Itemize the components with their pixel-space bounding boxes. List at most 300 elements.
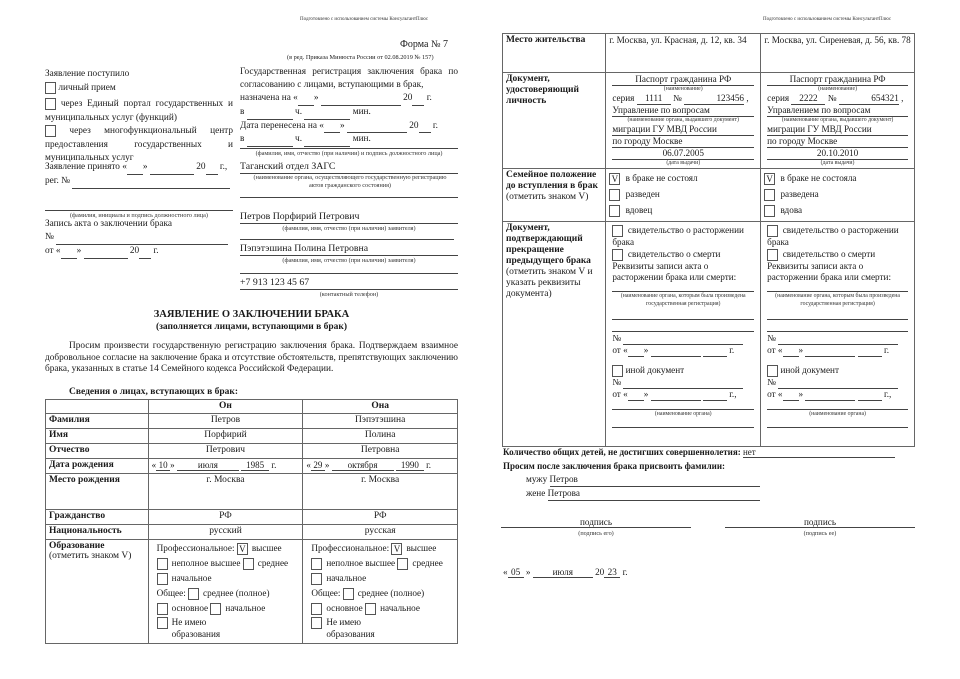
- patronymic-she[interactable]: Петровна: [303, 444, 458, 459]
- doc-name-he[interactable]: Паспорт гражданина РФ: [612, 74, 754, 86]
- signature-his-field[interactable]: подпись: [501, 517, 691, 528]
- in-label: в: [240, 106, 245, 117]
- act-record-block: [45, 218, 233, 259]
- caption: (наименование): [663, 86, 703, 92]
- org-line-2[interactable]: [612, 308, 754, 320]
- day-field[interactable]: [628, 389, 644, 401]
- prev-doc-note: (отметить знаком V и указать реквизиты документа): [506, 267, 593, 299]
- col-header-she: Она: [303, 400, 458, 414]
- name-he[interactable]: Порфирий: [148, 429, 303, 444]
- quote: »: [142, 162, 148, 172]
- header-empty: [46, 400, 149, 414]
- year-prefix: 20: [129, 246, 140, 256]
- header-note: Подготовлено с использованием системы КонсультантПлюс: [763, 17, 892, 22]
- applicant1-caption: (фамилия, имя, отчество (при наличии) заявителя): [282, 225, 416, 232]
- registration-schedule: [240, 92, 458, 147]
- applicant2-caption: (фамилия, имя, отчество (при наличии) заявителя): [282, 257, 416, 264]
- patronymic-he[interactable]: Петрович: [148, 444, 303, 459]
- year-suffix: г.: [426, 93, 432, 103]
- no-label: №: [612, 333, 622, 343]
- residence-he[interactable]: г. Москва, ул. Красная, д. 12, кв. 34: [606, 34, 761, 73]
- from-label: от «: [767, 345, 783, 355]
- option-label: среднее (полное): [203, 588, 270, 598]
- option-label: начальное: [380, 603, 420, 613]
- prev-doc-she: [761, 222, 915, 447]
- series-label: серия: [612, 93, 635, 103]
- signature-his-caption: (подпись его): [578, 530, 614, 537]
- citizenship-he[interactable]: РФ: [148, 510, 303, 525]
- birth-month-she[interactable]: октября: [332, 460, 394, 471]
- requisites-label: Реквизиты записи акта о расторжении брака или смерти:: [612, 261, 737, 282]
- body-text: Просим произвести государственную регистрацию заключения брака. Подтверждаем взаимное добровольное согласие на заключение брака и отсутствие обстоятельств, препятствующих заключению брака, указанных в статье 14 Семейного кодекса Российской Федерации.: [45, 341, 458, 374]
- option-label: неполное высшее: [326, 558, 396, 568]
- from-label: от «: [45, 246, 61, 256]
- table-row: [503, 222, 915, 447]
- checkbox[interactable]: [157, 558, 168, 570]
- no-label: №: [767, 377, 776, 387]
- no-label: №: [767, 333, 776, 343]
- year-field[interactable]: [858, 345, 882, 357]
- birthdate-she[interactable]: [303, 459, 458, 474]
- issuer-he-2[interactable]: миграции ГУ МВД России: [612, 124, 754, 136]
- header-note: Подготовлено с использованием системы КонсультантПлюс: [300, 17, 429, 22]
- caption: (наименование органа, выдавшего документ): [627, 117, 739, 123]
- checkbox[interactable]: [157, 617, 168, 629]
- org-line-2[interactable]: [612, 418, 754, 428]
- date-day-field[interactable]: 05: [508, 567, 524, 578]
- persons-table: [45, 399, 458, 644]
- checkbox[interactable]: [157, 603, 168, 615]
- birth-month-he[interactable]: июля: [177, 460, 239, 471]
- professional-label: Профессиональное:: [311, 543, 390, 553]
- name-she[interactable]: Полина: [303, 429, 458, 444]
- year-suffix: г.,: [884, 389, 892, 399]
- table-row: [46, 510, 458, 525]
- option-label: разведен: [625, 189, 660, 199]
- table-row: [46, 525, 458, 540]
- requisites-label: Реквизиты записи акта о расторжении брака или смерти:: [767, 261, 892, 282]
- year-prefix: 20: [409, 120, 419, 131]
- issuer-she-3[interactable]: по городу Москве: [767, 136, 908, 148]
- authority-caption: (наименование органа, осуществляющего государственную регистрацию актов гражданского состояния): [253, 174, 447, 189]
- checkbox[interactable]: [45, 98, 56, 110]
- row-label: Фамилия: [46, 414, 149, 429]
- checkbox[interactable]: [767, 365, 778, 377]
- accepted-year-field[interactable]: [206, 161, 218, 175]
- birth-day-he[interactable]: 10: [156, 460, 170, 471]
- professional-label: Профессиональное:: [156, 543, 235, 553]
- quote: «: [306, 460, 311, 470]
- sched-month-field[interactable]: [321, 92, 401, 106]
- authority-field[interactable]: Таганский отдел ЗАГС: [240, 161, 458, 174]
- birthplace-she[interactable]: г. Москва: [303, 474, 458, 510]
- quote: »: [798, 345, 804, 355]
- checkbox-higher-checked[interactable]: V: [391, 543, 402, 555]
- month-field[interactable]: [651, 389, 701, 401]
- received-option-personal[interactable]: личный прием: [45, 82, 233, 96]
- record-number-field[interactable]: [778, 333, 898, 345]
- table-row: [46, 444, 458, 459]
- checkbox[interactable]: [767, 225, 778, 237]
- option-label: вдовец: [625, 205, 653, 215]
- org-line-2[interactable]: [767, 308, 908, 320]
- checkbox[interactable]: [767, 249, 778, 261]
- option-label: образования: [171, 629, 221, 639]
- children-row: [503, 447, 895, 458]
- date-month-field[interactable]: июля: [533, 567, 593, 578]
- option-label: среднее (полное): [357, 588, 425, 598]
- received-option-portal[interactable]: через Единый портал государственных и муниципальных услуг (функций): [45, 99, 233, 123]
- phone-field[interactable]: +7 913 123 45 67: [240, 277, 458, 290]
- received-option-mfc[interactable]: через многофункциональный центр предоставления государственных и муниципальных услуг: [45, 126, 233, 164]
- quote: »: [525, 567, 531, 577]
- document-title: ЗАЯВЛЕНИЕ О ЗАКЛЮЧЕНИИ БРАКА: [153, 309, 350, 320]
- issue-date-he[interactable]: 06.07.2005: [612, 148, 754, 160]
- education-she: [303, 540, 458, 644]
- issuer-he-3[interactable]: по городу Москве: [612, 136, 754, 148]
- option-label: начальное: [326, 573, 367, 583]
- quote: »: [313, 93, 319, 103]
- issue-date-she[interactable]: 20.10.2010: [767, 148, 908, 160]
- wife-label: жене: [526, 488, 546, 498]
- table-row: [46, 414, 458, 429]
- quote: »: [643, 345, 649, 355]
- org-line-3[interactable]: [612, 320, 754, 332]
- col-header-he: Он: [148, 400, 303, 414]
- wife-surname-field[interactable]: Петрова: [548, 487, 760, 501]
- checkbox[interactable]: [243, 558, 254, 570]
- month-field[interactable]: [805, 345, 855, 357]
- caption: (наименование): [818, 86, 858, 92]
- series-he[interactable]: 1111: [637, 93, 671, 105]
- education-note: (отметить знаком V): [49, 551, 132, 561]
- prev-doc-label-cell: [503, 222, 606, 447]
- option-label: свидетельство о смерти: [627, 249, 721, 260]
- applicant2-line-2[interactable]: [240, 266, 458, 274]
- row-label: Имя: [46, 429, 149, 444]
- option-label: Не имею: [326, 617, 361, 628]
- authority-line-2[interactable]: [240, 190, 458, 198]
- surname-request: Просим после заключения брака присвоить фамилии:: [503, 461, 726, 471]
- caption: (наименование органа): [654, 411, 712, 417]
- registration-text: Государственная регистрация заключения брака по согласованию с лицами, вступающими в брак,: [240, 67, 458, 90]
- from-label: от «: [612, 345, 628, 355]
- education-he: [148, 540, 303, 644]
- received-block: [45, 68, 233, 166]
- caption: (дата выдачи): [666, 160, 701, 166]
- caption: (наименование органа): [809, 411, 866, 417]
- checkbox[interactable]: [157, 573, 168, 585]
- checkbox[interactable]: [397, 558, 408, 570]
- birth-year-she[interactable]: 1990: [396, 460, 424, 471]
- quote: »: [324, 460, 330, 470]
- reg-label: рег. №: [45, 176, 71, 186]
- year-suffix: г.: [622, 567, 628, 577]
- form-number: Форма № 7: [400, 39, 448, 50]
- org-line[interactable]: [612, 283, 754, 292]
- applicant1-field[interactable]: Петров Порфирий Петрович: [240, 211, 458, 224]
- option-label: начальное: [225, 603, 266, 613]
- husband-label: мужу: [526, 474, 548, 484]
- year-field[interactable]: [703, 345, 727, 357]
- id-doc-he: Паспорт гражданина РФ (наименование) серия 1111 № 123456 , Управление по вопросам (наименование органа, выдавшего документ) миграции ГУ МВД России по городу Москве 06.07.2005 (дата выдачи): [606, 73, 761, 169]
- checkbox[interactable]: [311, 603, 322, 615]
- act-number-field[interactable]: [56, 231, 228, 245]
- org-line[interactable]: [612, 401, 754, 410]
- signature-her-field[interactable]: подпись: [725, 517, 915, 528]
- org-line[interactable]: [767, 283, 908, 292]
- moved-month-field[interactable]: [347, 120, 407, 134]
- checkbox[interactable]: [609, 205, 620, 217]
- table-row: [503, 169, 915, 222]
- sched-hours-field[interactable]: [247, 106, 293, 120]
- birthdate-he[interactable]: [148, 459, 303, 474]
- signature-her-caption: (подпись ее): [803, 530, 837, 537]
- row-label: Национальность: [46, 525, 149, 540]
- moved-minutes-field[interactable]: [304, 133, 350, 147]
- table-row: [46, 459, 458, 474]
- option-label: Не имею: [171, 617, 207, 628]
- moved-day-field[interactable]: [324, 120, 340, 134]
- option-label: образования: [326, 629, 375, 639]
- birth-year-he[interactable]: 1985: [241, 460, 269, 471]
- year-field[interactable]: [858, 389, 882, 401]
- persons-table-continued: [502, 33, 915, 447]
- checkbox[interactable]: [311, 558, 322, 570]
- checkbox[interactable]: [210, 603, 221, 615]
- option-label: начальное: [171, 573, 212, 583]
- checkbox[interactable]: [45, 82, 56, 94]
- option-label: среднее: [257, 558, 289, 568]
- option-label: разведена: [780, 189, 819, 199]
- no-label: №: [672, 93, 682, 103]
- year-prefix: 20: [196, 162, 206, 172]
- checkbox[interactable]: [311, 617, 322, 629]
- quote: »: [643, 389, 649, 399]
- record-number-field[interactable]: [623, 333, 743, 345]
- option-label: в браке не состоял: [625, 173, 698, 183]
- year-suffix: г.,: [219, 162, 228, 172]
- general-label: Общее:: [311, 588, 341, 598]
- row-label: Семейное положение до вступления в брак: [506, 170, 598, 191]
- section-title: Сведения о лицах, вступающих в брак:: [69, 387, 239, 397]
- day-field[interactable]: [783, 389, 799, 401]
- checkbox[interactable]: [612, 225, 623, 237]
- in-label: в: [240, 134, 245, 145]
- issuer-she-2[interactable]: миграции ГУ МВД России: [767, 124, 908, 136]
- day-field[interactable]: [783, 345, 799, 357]
- row-label: Гражданство: [46, 510, 149, 525]
- sched-minutes-field[interactable]: [304, 106, 350, 120]
- option-label: свидетельство о расторжении брака: [612, 225, 744, 247]
- issuer-she-1[interactable]: Управлением по вопросам: [767, 105, 908, 117]
- citizenship-she[interactable]: РФ: [303, 510, 458, 525]
- application-date: [503, 567, 628, 578]
- option-label: вдова: [780, 205, 803, 215]
- moved-hours-field[interactable]: [247, 133, 293, 147]
- row-label: Образование: [49, 541, 105, 551]
- checkbox[interactable]: [45, 125, 56, 137]
- act-day-field[interactable]: [61, 245, 77, 259]
- no-label: №: [612, 377, 622, 387]
- number-he[interactable]: 123456: [684, 93, 744, 105]
- month-field[interactable]: [651, 345, 701, 357]
- date-year-field[interactable]: 23: [604, 567, 620, 578]
- year-prefix: 20: [403, 93, 413, 103]
- received-title: Заявление поступило: [45, 69, 130, 79]
- checkbox[interactable]: [188, 588, 199, 600]
- checkbox[interactable]: [764, 189, 775, 201]
- year-suffix: г.: [271, 460, 277, 470]
- table-row: [46, 540, 458, 644]
- accepted-month-field[interactable]: [150, 161, 194, 175]
- quote: »: [170, 460, 175, 470]
- scheduled-label: назначена на «: [240, 93, 298, 103]
- official-caption: (фамилия, имя, отчество (при наличии) и подпись должностного лица): [255, 150, 443, 157]
- option-label: основное: [171, 603, 209, 613]
- document-subtitle: (заполняется лицами, вступающими в брак): [155, 322, 348, 332]
- birthplace-he[interactable]: г. Москва: [148, 474, 303, 510]
- checkbox[interactable]: [764, 205, 775, 217]
- reg-number-field[interactable]: [72, 175, 230, 189]
- year-suffix: г.,: [729, 389, 737, 399]
- checkbox[interactable]: [612, 365, 623, 377]
- children-label: Количество общих детей, не достигших совершеннолетия:: [503, 447, 741, 457]
- row-label: Документ, подтверждающий прекращение предыдущего брака: [506, 223, 591, 266]
- option-label: иной документ: [780, 365, 839, 376]
- quote: »: [798, 389, 804, 399]
- checkbox-checked[interactable]: V: [764, 173, 775, 185]
- checkbox-checked[interactable]: V: [609, 173, 620, 185]
- series-she[interactable]: 2222: [791, 93, 825, 105]
- minutes-label: мин.: [352, 134, 371, 145]
- husband-surname-field[interactable]: Петров: [550, 473, 760, 487]
- year-prefix: 20: [595, 567, 605, 577]
- phone-caption: (контактный телефон): [319, 291, 379, 298]
- quote: «: [503, 567, 508, 577]
- year-suffix: г.: [432, 120, 438, 131]
- year-suffix: г.: [729, 345, 735, 355]
- surname-he[interactable]: Петров: [148, 414, 303, 429]
- official-caption: (фамилия, инициалы и подпись должностного лица): [70, 212, 208, 219]
- surname-fields: [526, 473, 760, 501]
- official-line[interactable]: [240, 148, 458, 149]
- issuer-he-1[interactable]: Управление по вопросам: [612, 105, 754, 117]
- hours-label: ч.: [295, 134, 303, 145]
- birth-day-she[interactable]: 29: [311, 460, 325, 471]
- option-label: среднее: [412, 558, 443, 568]
- no-label: №: [827, 93, 837, 103]
- form-edition: (в ред. Приказа Минюста России от 02.08.2019 № 157): [287, 54, 434, 61]
- number-she[interactable]: 654321: [839, 93, 899, 105]
- quote: «: [151, 460, 157, 470]
- sched-year-field[interactable]: [412, 92, 424, 106]
- family-label-cell: [503, 169, 606, 222]
- row-label: Дата рождения: [46, 459, 149, 474]
- residence-she[interactable]: г. Москва, ул. Сиреневая, д. 56, кв. 78: [761, 34, 915, 73]
- option-label: основное: [326, 603, 363, 613]
- hours-label: ч.: [295, 106, 303, 117]
- table-row: [46, 474, 458, 510]
- children-field[interactable]: нет: [743, 447, 895, 458]
- org-line-3[interactable]: [767, 320, 908, 332]
- education-label-cell: [46, 540, 149, 644]
- series-label: серия: [767, 93, 790, 103]
- from-label: от «: [612, 389, 628, 399]
- checkbox[interactable]: [343, 588, 354, 600]
- table-row: [46, 429, 458, 444]
- checkbox[interactable]: [612, 249, 623, 261]
- applicant1-line-2[interactable]: [240, 232, 454, 240]
- year-field[interactable]: [703, 389, 727, 401]
- month-field[interactable]: [805, 389, 855, 401]
- row-label: Место рождения: [46, 474, 149, 510]
- nationality-he[interactable]: русский: [148, 525, 303, 540]
- prev-doc-he: [606, 222, 761, 447]
- day-field[interactable]: [628, 345, 644, 357]
- family-she: [761, 169, 915, 222]
- row-label: Документ, удостоверяющий личность: [503, 73, 606, 169]
- no-label: №: [45, 232, 54, 242]
- option-label: в браке не состояла: [780, 173, 857, 183]
- surname-she[interactable]: Пэпэтэшина: [303, 414, 458, 429]
- caption: (наименование органа, выдавшего документ): [781, 117, 894, 123]
- accepted-block: [45, 161, 233, 189]
- quote: »: [76, 246, 82, 256]
- table-row: [503, 73, 915, 169]
- doc-name-she[interactable]: Паспорт гражданина РФ: [767, 74, 908, 86]
- org-line-2[interactable]: [767, 418, 908, 428]
- year-suffix: г.: [884, 345, 890, 355]
- accepted-label: Заявление принято «: [45, 162, 127, 172]
- option-label: иной документ: [625, 365, 685, 376]
- other-number-field[interactable]: [778, 377, 898, 389]
- year-suffix: г.: [153, 246, 159, 256]
- checkbox[interactable]: [609, 189, 620, 201]
- checkbox[interactable]: [311, 573, 322, 585]
- option-label: высшее: [251, 543, 282, 553]
- family-he: [606, 169, 761, 222]
- option-label: свидетельство о смерти: [782, 249, 876, 260]
- id-doc-she: Паспорт гражданина РФ (наименование) серия 2222 № 654321 , Управлением по вопросам (наименование органа, выдавшего документ) миграции ГУ МВД России по городу Москве 20.10.2010 (дата выдачи): [761, 73, 915, 169]
- act-month-field[interactable]: [84, 245, 128, 259]
- year-suffix: г.: [426, 460, 431, 470]
- option-label: неполное высшее: [171, 558, 241, 568]
- act-record-label: Запись акта о заключении брака: [45, 219, 173, 229]
- org-line[interactable]: [767, 401, 908, 410]
- checkbox[interactable]: [365, 603, 376, 615]
- option-label: свидетельство о расторжении брака: [767, 225, 899, 247]
- moved-label: Дата перенесена на «: [240, 120, 324, 131]
- caption: (наименование органа, которым была произведена государственная регистрация): [775, 293, 900, 307]
- sched-day-field[interactable]: [298, 92, 314, 106]
- minutes-label: мин.: [352, 106, 371, 117]
- row-label: Отчество: [46, 444, 149, 459]
- act-year-field[interactable]: [139, 245, 151, 259]
- checkbox-higher-checked[interactable]: V: [237, 543, 248, 555]
- nationality-she[interactable]: русская: [303, 525, 458, 540]
- applicant2-field[interactable]: Пэпэтэшина Полина Петровна: [240, 243, 458, 256]
- quote: »: [339, 120, 345, 131]
- from-label: от «: [767, 389, 783, 399]
- official-signature-line[interactable]: [45, 210, 233, 211]
- general-label: Общее:: [156, 588, 186, 598]
- other-number-field[interactable]: [623, 377, 743, 389]
- option-label: высшее: [406, 543, 437, 553]
- row-label: Место жительства: [503, 34, 606, 73]
- accepted-day-field[interactable]: [127, 161, 143, 175]
- moved-year-field[interactable]: [419, 120, 431, 134]
